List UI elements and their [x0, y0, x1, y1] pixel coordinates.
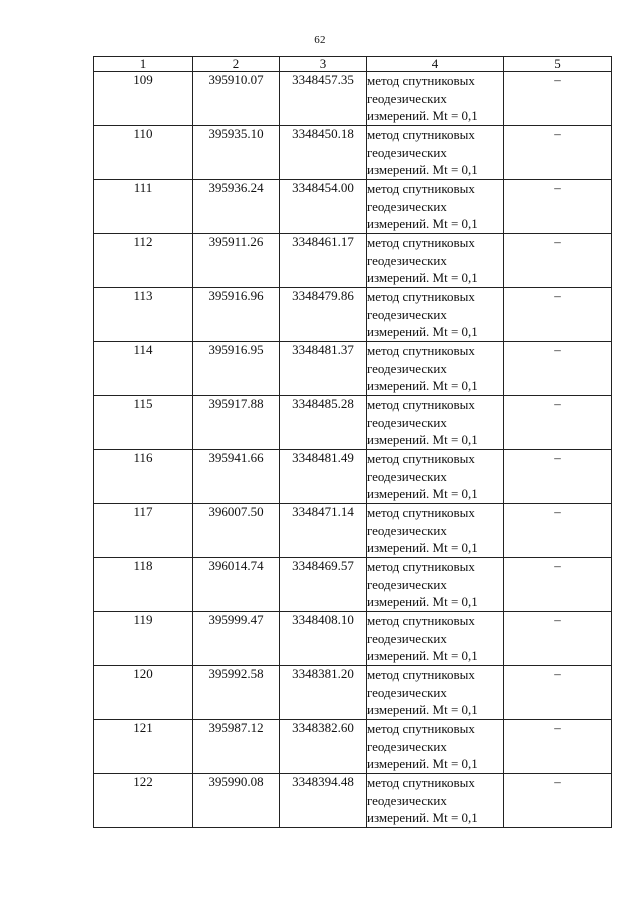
- x-coordinate-cell: 395992.58: [193, 666, 280, 720]
- method-line: геодезических: [367, 522, 447, 538]
- note-cell: –: [504, 234, 612, 288]
- y-coordinate-cell: 3348408.10: [280, 612, 367, 666]
- method-cell: [367, 234, 504, 288]
- x-coordinate-cell: 395910.07: [193, 72, 280, 126]
- x-coordinate-cell: 395990.08: [193, 774, 280, 828]
- y-coordinate-cell: 3348485.28: [280, 396, 367, 450]
- method-line: измерений. Mt = 0,1: [367, 216, 478, 231]
- method-line: геодезических: [367, 576, 447, 592]
- method-line: метод спутниковых: [367, 343, 475, 358]
- note-cell: –: [504, 180, 612, 234]
- y-coordinate-cell: 3348394.48: [280, 774, 367, 828]
- table-row: [94, 234, 612, 288]
- column-header: 2: [193, 57, 280, 72]
- table-body: [94, 72, 612, 828]
- method-cell: [367, 666, 504, 720]
- table-row: [94, 342, 612, 396]
- x-coordinate-cell: 395916.95: [193, 342, 280, 396]
- method-line: метод спутниковых: [367, 127, 475, 142]
- x-coordinate-cell: 396007.50: [193, 504, 280, 558]
- method-line: геодезических: [367, 360, 447, 376]
- method-cell: [367, 774, 504, 828]
- table-row: [94, 72, 612, 126]
- method-line: метод спутниковых: [367, 73, 475, 88]
- method-line: измерений. Mt = 0,1: [367, 432, 478, 447]
- y-coordinate-cell: 3348479.86: [280, 288, 367, 342]
- column-header: 5: [504, 57, 612, 72]
- column-header: 1: [94, 57, 193, 72]
- y-coordinate-cell: 3348454.00: [280, 180, 367, 234]
- method-line: метод спутниковых: [367, 559, 475, 574]
- table-row: [94, 612, 612, 666]
- page-number: 62: [314, 34, 326, 46]
- note-cell: –: [504, 720, 612, 774]
- point-number-cell: 113: [94, 288, 193, 342]
- y-coordinate-cell: 3348481.49: [280, 450, 367, 504]
- method-cell: [367, 720, 504, 774]
- method-cell: [367, 396, 504, 450]
- method-line: геодезических: [367, 144, 447, 160]
- point-number-cell: 121: [94, 720, 193, 774]
- table-row: [94, 558, 612, 612]
- x-coordinate-cell: 395936.24: [193, 180, 280, 234]
- point-number-cell: 114: [94, 342, 193, 396]
- table-row: [94, 288, 612, 342]
- table-row: [94, 504, 612, 558]
- y-coordinate-cell: 3348461.17: [280, 234, 367, 288]
- point-number-cell: 122: [94, 774, 193, 828]
- method-line: метод спутниковых: [367, 721, 475, 736]
- method-line: геодезических: [367, 414, 447, 430]
- note-cell: –: [504, 450, 612, 504]
- x-coordinate-cell: 395999.47: [193, 612, 280, 666]
- method-line: геодезических: [367, 684, 447, 700]
- method-cell: [367, 450, 504, 504]
- method-cell: [367, 126, 504, 180]
- method-line: измерений. Mt = 0,1: [367, 540, 478, 555]
- x-coordinate-cell: 395941.66: [193, 450, 280, 504]
- method-line: геодезических: [367, 738, 447, 754]
- method-line: метод спутниковых: [367, 451, 475, 466]
- note-cell: –: [504, 666, 612, 720]
- point-number-cell: 120: [94, 666, 193, 720]
- column-header: 4: [367, 57, 504, 72]
- note-cell: –: [504, 558, 612, 612]
- table-row: [94, 450, 612, 504]
- method-line: геодезических: [367, 468, 447, 484]
- method-line: метод спутниковых: [367, 181, 475, 196]
- method-line: измерений. Mt = 0,1: [367, 486, 478, 501]
- table-row: [94, 126, 612, 180]
- point-number-cell: 117: [94, 504, 193, 558]
- note-cell: –: [504, 504, 612, 558]
- table-row: [94, 720, 612, 774]
- note-cell: –: [504, 288, 612, 342]
- table-row: [94, 396, 612, 450]
- method-cell: [367, 288, 504, 342]
- method-line: метод спутниковых: [367, 505, 475, 520]
- method-line: измерений. Mt = 0,1: [367, 162, 478, 177]
- table-row: [94, 774, 612, 828]
- table-header-row: [94, 57, 612, 72]
- x-coordinate-cell: 395935.10: [193, 126, 280, 180]
- y-coordinate-cell: 3348381.20: [280, 666, 367, 720]
- method-line: измерений. Mt = 0,1: [367, 702, 478, 717]
- method-line: геодезических: [367, 198, 447, 214]
- y-coordinate-cell: 3348471.14: [280, 504, 367, 558]
- point-number-cell: 118: [94, 558, 193, 612]
- y-coordinate-cell: 3348457.35: [280, 72, 367, 126]
- method-cell: [367, 504, 504, 558]
- method-line: метод спутниковых: [367, 289, 475, 304]
- method-cell: [367, 558, 504, 612]
- y-coordinate-cell: 3348382.60: [280, 720, 367, 774]
- method-cell: [367, 72, 504, 126]
- note-cell: –: [504, 126, 612, 180]
- method-line: геодезических: [367, 90, 447, 106]
- y-coordinate-cell: 3348450.18: [280, 126, 367, 180]
- method-line: метод спутниковых: [367, 235, 475, 250]
- point-number-cell: 109: [94, 72, 193, 126]
- point-number-cell: 112: [94, 234, 193, 288]
- method-cell: [367, 180, 504, 234]
- method-line: геодезических: [367, 792, 447, 808]
- method-line: измерений. Mt = 0,1: [367, 756, 478, 771]
- note-cell: –: [504, 774, 612, 828]
- note-cell: –: [504, 612, 612, 666]
- method-cell: [367, 342, 504, 396]
- method-line: метод спутниковых: [367, 397, 475, 412]
- method-line: геодезических: [367, 306, 447, 322]
- method-line: метод спутниковых: [367, 775, 475, 790]
- note-cell: –: [504, 72, 612, 126]
- x-coordinate-cell: 396014.74: [193, 558, 280, 612]
- coordinates-table: [93, 56, 612, 828]
- method-line: измерений. Mt = 0,1: [367, 108, 478, 123]
- table-row: [94, 180, 612, 234]
- y-coordinate-cell: 3348469.57: [280, 558, 367, 612]
- method-line: геодезических: [367, 252, 447, 268]
- x-coordinate-cell: 395917.88: [193, 396, 280, 450]
- point-number-cell: 110: [94, 126, 193, 180]
- method-cell: [367, 612, 504, 666]
- column-header: 3: [280, 57, 367, 72]
- x-coordinate-cell: 395916.96: [193, 288, 280, 342]
- point-number-cell: 111: [94, 180, 193, 234]
- method-line: измерений. Mt = 0,1: [367, 270, 478, 285]
- x-coordinate-cell: 395911.26: [193, 234, 280, 288]
- note-cell: –: [504, 396, 612, 450]
- method-line: метод спутниковых: [367, 613, 475, 628]
- table-row: [94, 666, 612, 720]
- point-number-cell: 115: [94, 396, 193, 450]
- method-line: метод спутниковых: [367, 667, 475, 682]
- method-line: измерений. Mt = 0,1: [367, 324, 478, 339]
- method-line: измерений. Mt = 0,1: [367, 378, 478, 393]
- point-number-cell: 116: [94, 450, 193, 504]
- method-line: измерений. Mt = 0,1: [367, 810, 478, 825]
- x-coordinate-cell: 395987.12: [193, 720, 280, 774]
- method-line: геодезических: [367, 630, 447, 646]
- method-line: измерений. Mt = 0,1: [367, 648, 478, 663]
- note-cell: –: [504, 342, 612, 396]
- y-coordinate-cell: 3348481.37: [280, 342, 367, 396]
- point-number-cell: 119: [94, 612, 193, 666]
- method-line: измерений. Mt = 0,1: [367, 594, 478, 609]
